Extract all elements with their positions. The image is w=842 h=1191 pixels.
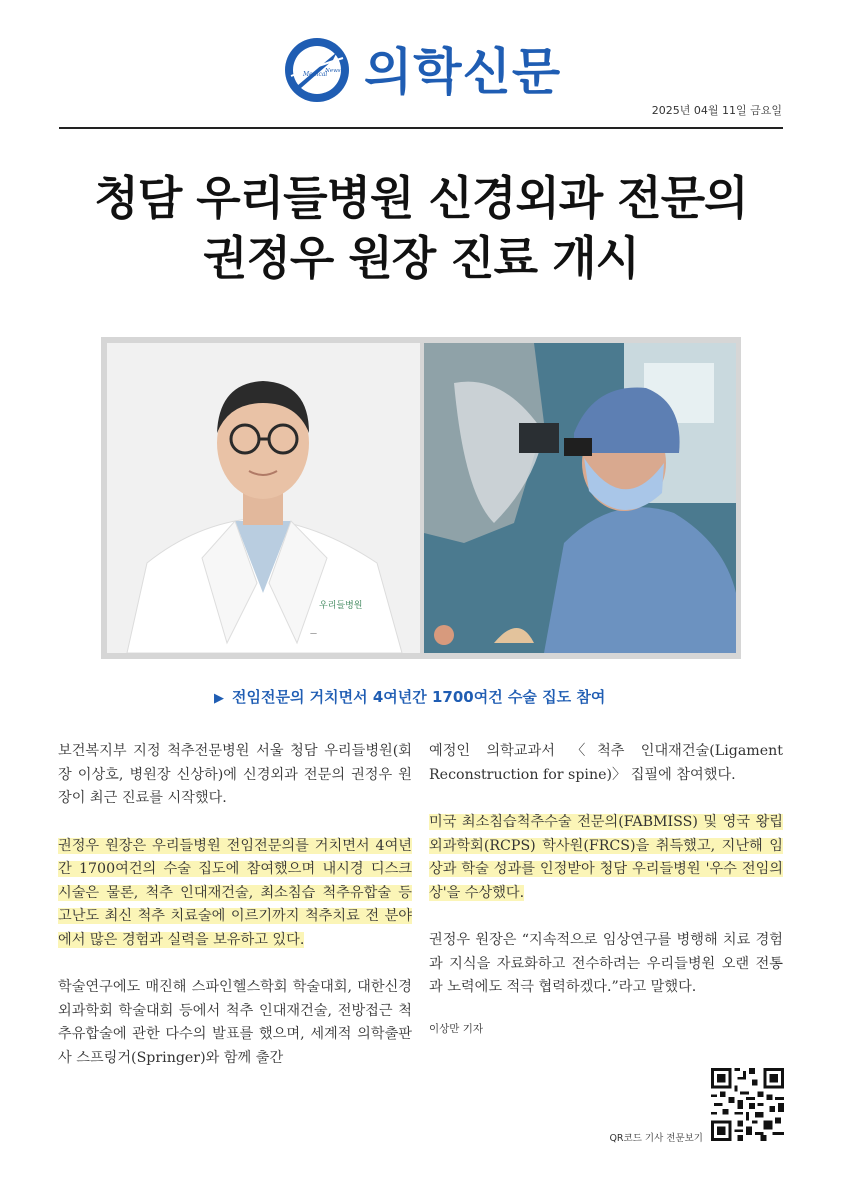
qr-caption: QR코드 기사 전문보기	[609, 1133, 703, 1144]
subhead-text: 전임전문의 거치면서 4여년간 1700여건 수술 집도 참여	[232, 688, 606, 706]
reporter-byline: 이상만 기자	[429, 1022, 484, 1035]
article-column-left	[58, 740, 412, 1094]
logo-ring-right: News	[325, 68, 341, 74]
paragraph-quote: 권정우 원장은 “지속적으로 임상연구를 병행해 치료 경험과 지식을 자료화하고 전수하려는 우리들병원 오랜 전통과 노력에도 적극 협력하겠다.”라고 말했다.	[429, 932, 783, 995]
masthead	[0, 28, 842, 117]
surgeon-operating-photo	[424, 343, 736, 653]
logo-ring-left: Medical	[303, 71, 328, 78]
paragraph-career	[58, 835, 412, 953]
article-column-right	[429, 740, 783, 1041]
article-headline	[40, 168, 802, 288]
svg-text:—: —	[310, 629, 317, 637]
paragraph-textbook: 예정인 의학교과서 〈척추 인대재건술(Ligament Reconstruction for spine)〉 집필에 참여했다.	[429, 743, 783, 783]
highlighted-text: 권정우 원장은 우리들병원 전임전문의를 거치면서 4여년간 1700여건의 수술 집도에 참여했으며 내시경 디스크 시술은 물론, 척추 인대재건술, 최소침습 척추유합술 등 고난도 최신 척추 치료술에 이르기까지 척추치료 전 분야에서 많은 경험과 실력을 보유하고 있다.	[58, 837, 412, 948]
masthead-divider	[59, 127, 783, 129]
medical-news-logo-icon	[283, 36, 351, 104]
paragraph-research: 학술연구에도 매진해 스파인헬스학회 학술대회, 대한신경외과학회 학술대회 등에서 척추 인대재건술, 전방접근 척추유합술에 관한 다수의 발표를 했으며, 세계적 의학출판사 스프링거(Springer)와 함께 출간	[58, 979, 412, 1066]
paragraph-intro: 보건복지부 지정 척추전문병원 서울 청담 우리들병원(회장 이상호, 병원장 신상하)에 신경외과 전문의 권정우 원장이 최근 진료를 시작했다.	[58, 743, 412, 806]
article-subhead	[214, 686, 605, 707]
doctor-portrait-photo	[107, 343, 420, 653]
paragraph-credentials	[429, 811, 783, 905]
masthead-logo-text: 의학신문	[364, 43, 562, 101]
qr-code-icon[interactable]	[711, 1068, 784, 1141]
play-arrow-icon: ▶	[214, 691, 224, 706]
highlighted-text: 미국 최소침습척추수술 전문의(FABMISS) 및 영국 왕립외과학회(RCPS) 학사원(FRCS)을 취득했고, 지난해 임상과 학술 성과를 인정받아 청담 우리들병원 '우수 전임의상'을 수상했다.	[429, 814, 783, 901]
gown-hospital-logo: 우리들병원	[319, 601, 363, 611]
publication-date: 2025년 04월 11일 금요일	[651, 104, 782, 117]
headline-line-1: 청담 우리들병원 신경외과 전문의	[94, 171, 748, 225]
headline-line-2: 권정우 원장 진료 개시	[203, 231, 639, 285]
